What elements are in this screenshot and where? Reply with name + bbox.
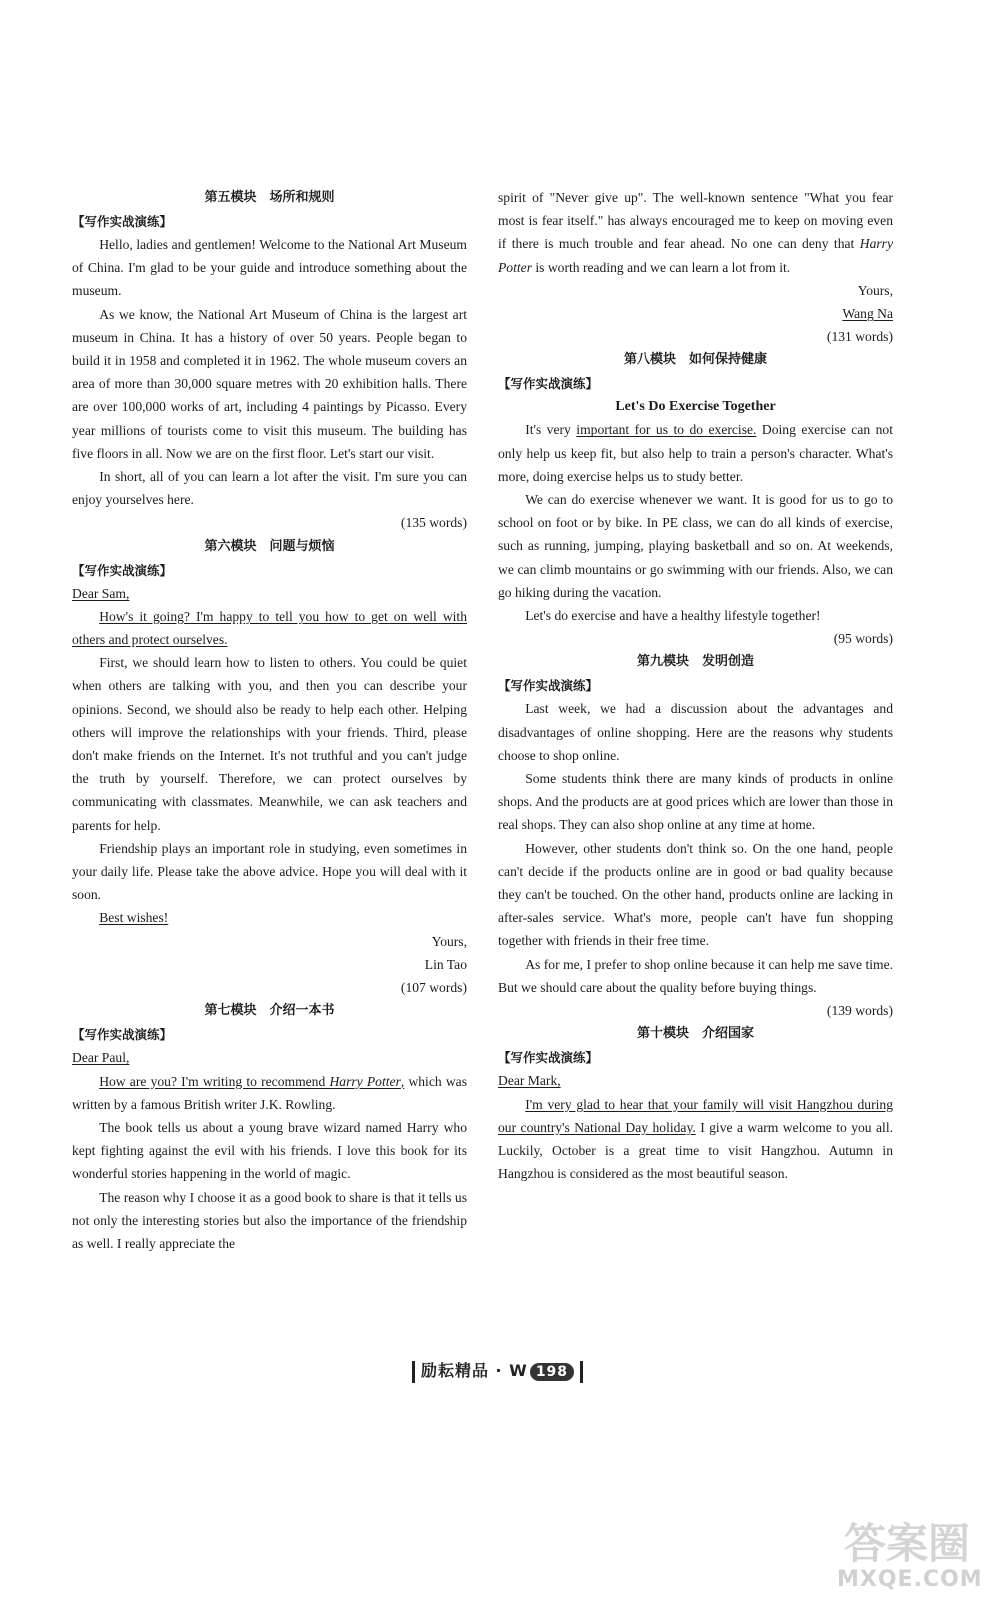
module-6-closing: Best wishes! bbox=[99, 910, 169, 926]
module-8-tag: 【写作实战演练】 bbox=[498, 376, 599, 392]
footer-bar-right bbox=[580, 1361, 583, 1383]
module-9-word-count: (139 words) bbox=[826, 1003, 893, 1019]
module-6-paragraph-3: Friendship plays an important role in studying, even sometimes in your daily life. Please take the above advice. Hope you will deal with it soon. bbox=[72, 840, 467, 903]
module-6-greeting: Dear Sam, bbox=[72, 585, 130, 601]
right-column bbox=[498, 186, 893, 1185]
module-8-word-count: (95 words) bbox=[833, 631, 893, 647]
module-7-signature: Wang Na bbox=[842, 306, 893, 322]
module-9-paragraph-3: However, other students don't think so. On the one hand, people can't decide if the products online are in good or bad quality because they can't be touched. On the other hand, products online are lacking in after-sales service. What's more, people can't have fun shopping together with friends in their free time. bbox=[498, 840, 893, 949]
module-9-paragraph-2: Some students think there are many kinds of products in online shops. And the products are at good prices which are lower than those in real shops. They can also shop online at any time at home. bbox=[498, 771, 893, 833]
module-7-paragraph-3: The reason why I choose it as a good book to share is that it tells us not only the interesting stories but also the importance of the friendship as well. I really appreciate the bbox=[72, 1189, 467, 1251]
module-7-p1-comma: , bbox=[400, 1073, 405, 1089]
module-10-p1-underlined: I'm very glad to hear that your family will visit Hangzhou during our country's National Day holiday. bbox=[498, 1096, 893, 1135]
module-8-paragraph-1 bbox=[498, 418, 893, 488]
module-7-greeting: Dear Paul, bbox=[72, 1050, 130, 1066]
book-title: Harry Potter bbox=[329, 1073, 401, 1089]
module-6-signature: Lin Tao bbox=[424, 956, 467, 972]
module-7-cont-b: is worth reading and we can learn a lot from it. bbox=[531, 259, 791, 275]
book-title-2: Harry Potter bbox=[498, 236, 893, 275]
module-8-p1-underlined: important for us to do exercise. bbox=[576, 422, 757, 438]
module-7-cont-a: spirit of "Never give up". The well-known sentence "What you fear most is fear itself." has always encouraged me to keep on moving even if there is much trouble and fear ahead. No one can deny that bbox=[498, 190, 893, 252]
module-6-word-count: (107 words) bbox=[400, 980, 467, 996]
module-7-tag: 【写作实战演练】 bbox=[72, 1027, 173, 1043]
module-8-p1-a: It's very bbox=[525, 422, 577, 438]
module-9-tag: 【写作实战演练】 bbox=[498, 678, 599, 694]
watermark-url: MXQE.COM bbox=[837, 1567, 983, 1592]
left-column bbox=[72, 186, 467, 1255]
module-5-paragraph-1: Hello, ladies and gentlemen! Welcome to the National Art Museum of China. I'm glad to be your guide and introduce something about the museum. bbox=[72, 237, 467, 299]
watermark bbox=[837, 1519, 983, 1592]
module-6-yours: Yours, bbox=[431, 933, 467, 949]
module-8-p1-b: Doing exercise can not only help us keep fit, but also help to train a person's character. What's more, doing exercise helps us to study better. bbox=[498, 422, 893, 484]
module-7-p1-intro: How are you? I'm writing to recommend bbox=[99, 1073, 330, 1089]
module-8-title: Let's Do Exercise Together bbox=[615, 399, 776, 415]
module-9-paragraph-4: As for me, I prefer to shop online because it can help me save time. But we should care about the quality before buying things. bbox=[498, 956, 893, 995]
module-5-paragraph-2: As we know, the National Art Museum of China is the largest art museum in China. It has a history of over 50 years. People began to build it in 1958 and completed it in 1962. The whole museum covers an area of more than 30,000 square metres with 20 exhibition halls. There are over 100,000 works of art, including 4 paintings by Picasso. Every year millions of tourists come to visit this museum. The building has five floors in all. Now we are on the first floor. Let's start our visit. bbox=[72, 306, 467, 461]
module-9-paragraph-1: Last week, we had a discussion about the advantages and disadvantages of online shopping. Here are the reasons why students choose to shop online. bbox=[498, 701, 893, 763]
module-6-paragraph-1: How's it going? I'm happy to tell you how to get on well with others and protect ourselves. bbox=[72, 608, 467, 648]
footer-brand: 励耘精品 · W bbox=[420, 1361, 528, 1380]
module-10-p1-rest: I give a warm welcome to you all. Luckily, October is a great time to visit Hangzhou. Autumn in Hangzhou is considered as the most beautiful season. bbox=[498, 1119, 893, 1182]
module-6-heading: 第六模块 问题与烦恼 bbox=[204, 538, 335, 554]
module-5-paragraph-3: In short, all of you can learn a lot after the visit. I'm sure you can enjoy yourselves here. bbox=[72, 469, 467, 508]
module-10-heading: 第十模块 介绍国家 bbox=[636, 1026, 754, 1042]
module-7-p1-rest: which was written by a famous British writer J.K. Rowling. bbox=[72, 1073, 467, 1112]
page-number: 198 bbox=[530, 1363, 574, 1381]
footer-bar-left bbox=[412, 1361, 415, 1383]
module-10-greeting: Dear Mark, bbox=[498, 1073, 561, 1089]
module-10-paragraph-1 bbox=[498, 1093, 893, 1186]
module-7-word-count: (131 words) bbox=[826, 329, 893, 345]
watermark-logo: 答案圈 bbox=[843, 1519, 970, 1568]
module-10-tag: 【写作实战演练】 bbox=[498, 1050, 599, 1066]
module-8-paragraph-2: We can do exercise whenever we want. It is good for us to go to school on foot or by bike. In PE class, we can do all kinds of exercise, such as running, jumping, playing basketball and so on. At weekends, we can climb mountains or go swimming with our friends. Also, we can go hiking during the vacation. bbox=[498, 492, 893, 600]
module-7-paragraph-2: The book tells us about a young brave wizard named Harry who kept fighting against the evil with his friends. I love this book for its wonderful stories happening in the world of magic. bbox=[72, 1119, 467, 1182]
module-5-heading: 第五模块 场所和规则 bbox=[204, 190, 335, 205]
module-7-paragraph-1 bbox=[72, 1070, 467, 1116]
module-6-tag: 【写作实战演练】 bbox=[72, 562, 173, 578]
module-5-word-count: (135 words) bbox=[400, 515, 467, 531]
module-8-paragraph-3: Let's do exercise and have a healthy lifestyle together! bbox=[525, 608, 821, 624]
module-7-yours: Yours, bbox=[857, 282, 893, 298]
module-9-heading: 第九模块 发明创造 bbox=[636, 654, 754, 670]
module-6-paragraph-2: First, we should learn how to listen to others. You could be quiet when others are talking with you, and then you can describe your opinions. Second, we should also be ready to help each other. Helping others will improve the relationships with your friends. Third, please don't make friends on the Internet. It's not truthful and you can't judge the truth by yourself. Therefore, we can protect ourselves by communicating with classmates. Meanwhile, we can ask teachers and parents for help. bbox=[72, 655, 467, 833]
page-footer bbox=[0, 1358, 995, 1383]
module-7-continued bbox=[498, 186, 893, 279]
module-5-tag: 【写作实战演练】 bbox=[72, 214, 173, 229]
module-7-heading: 第七模块 介绍一本书 bbox=[204, 1003, 335, 1019]
module-8-heading: 第八模块 如何保持健康 bbox=[623, 352, 767, 368]
